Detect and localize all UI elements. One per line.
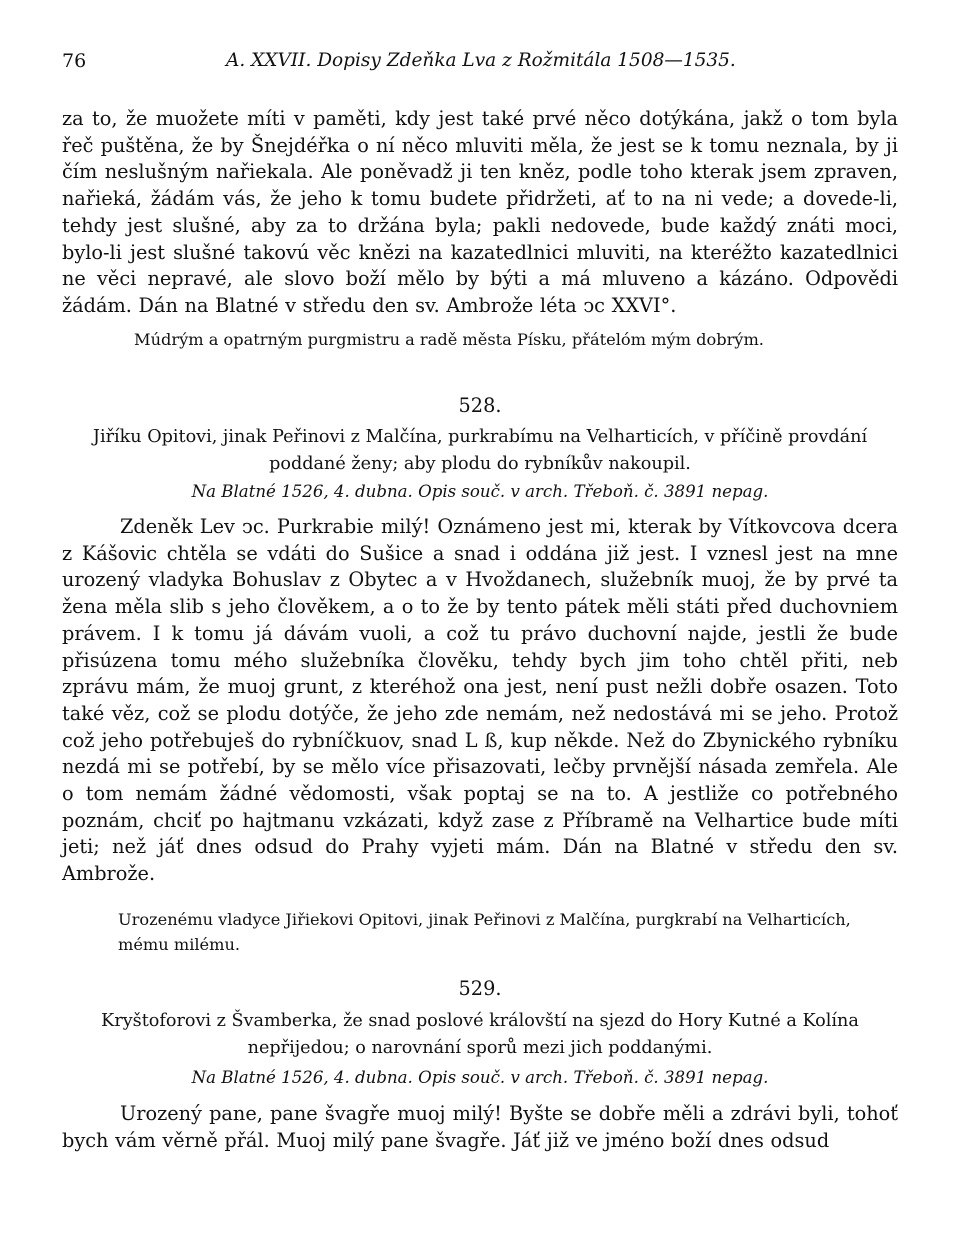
page-header — [62, 50, 890, 78]
letter-529-body: Urozený pane, pane švagře muoj milý! Byšte se dobře měli a zdrávi byli, tohoť bych vám věrně přál. Muoj milý pane švagře. Jáť již ve jméno boží dnes odsud — [62, 1102, 898, 1152]
letter-529-number-block — [62, 976, 898, 1002]
letter-529-body-block — [62, 1101, 898, 1154]
letter-529-number: 529. — [458, 977, 502, 1000]
letter-527-body: za to, že muožete míti v paměti, kdy jest také prvé něco dotýkána, jakž o tom byla řeč puštěna, že by Šnejdéřka o ní něco mluviti měla, že jest se k tomu neznala, by ji čím neslušným nařiekala. Ale poněvadž ji ten kněz, podle toho kterak jsem zpraven, nařieká, žádám vás, že jeho k tomu budete přidržeti, ať to na ni vede; a dovede-li, tehdy jest slušné, aby za to držána byla; pakli nedovede, bude každý znáti moci, bylo-li jest slušné takovú věc knězi na kazatedlnici mluviti, na kteréžto kazatedlnici ne věci nepravé, ale slovo boží mělo by býti a má mluveno a kázáno. Odpovědi žádám. Dán na Blatné v středu den sv. Ambrože léta ↄc XXVI°. — [62, 107, 898, 317]
letter-527-address-block — [134, 327, 898, 352]
running-title: A. XXVII. Dopisy Zdeňka Lva z Rožmitála 1508—1535. — [226, 50, 736, 71]
letter-528-number: 528. — [458, 394, 502, 417]
page-number: 76 — [62, 50, 87, 72]
letter-527-continuation — [62, 106, 898, 320]
letter-529-heading-block — [62, 1008, 898, 1062]
letter-528-address: Urozenému vladyce Jiřiekovi Opitovi, jinak Peřinovi z Malčína, purgkrabí na Velharticích, mému milému. — [118, 910, 851, 954]
letter-528-heading-block — [62, 424, 898, 478]
letter-528-source-block — [62, 480, 898, 504]
letter-529-source: Na Blatné 1526, 4. dubna. Opis souč. v arch. Třeboň. č. 3891 nepag. — [191, 1068, 769, 1087]
letter-528-source: Na Blatné 1526, 4. dubna. Opis souč. v arch. Třeboň. č. 3891 nepag. — [191, 482, 769, 501]
letter-528-number-block — [62, 393, 898, 419]
letter-528-heading: Jiříku Opitovi, jinak Peřinovi z Malčína, purkrabímu na Velharticích, v příčině provdání poddané ženy; aby plodu do rybníkův nakoupil. — [92, 427, 868, 474]
letter-528-body-block — [62, 514, 898, 888]
letter-529-source-block — [62, 1066, 898, 1090]
letter-528-body: Zdeněk Lev ↄc. Purkrabie milý! Oznámeno jest mi, kterak by Vítkovcova dcera z Kášovic chtěla se vdáti do Sušice a snad i oddána již jest. I vznesl jest na mne urozený vladyka Bohuslav z Obytec a v Hvoždanech, služebník muoj, že by prvé ta žena měla slib s jeho člověkem, a o to že by tento pátek měli státi před duchovniem právem. I k tomu já dávám vuoli, a což tu právo duchovní najde, jestli že bude přisúzena tomu mého služebníka člověku, tehdy bych jim toho chtěl přiti, neb zprávu mám, že muoj grunt, z kteréhož ona jest, není pust nežli dobře osazen. Toto také věz, což se plodu dotýče, že jeho zde nemám, než nedostává mi se jeho. Protož což jeho potřebuješ do rybníčkuov, snad L ß, kup někde. Než do Zbynického rybníku nezdá mi se potřebí, by se mělo více přisazovati, lečby prvnější násada zemřela. Ale o tom nemám žádné vědomosti, však poptaj se na to. A jestliže co potřebného poznám, chciť po hajtmanu vzkázati, když zase z Příbramě na Velhartice bude míti jeti; než jáť dnes odsud do Prahy vyjeti mám. Dán na Blatné v středu den sv. Ambrože. — [62, 515, 898, 886]
letter-527-address: Múdrým a opatrným purgmistru a radě města Písku, přátelóm mým dobrým. — [134, 330, 764, 349]
letter-529-heading: Kryštoforovi z Švamberka, že snad poslové královští na sjezd do Hory Kutné a Kolína nepřijedou; o narovnání sporů mezi jich poddanými. — [101, 1011, 859, 1058]
letter-528-address-block — [118, 907, 898, 957]
